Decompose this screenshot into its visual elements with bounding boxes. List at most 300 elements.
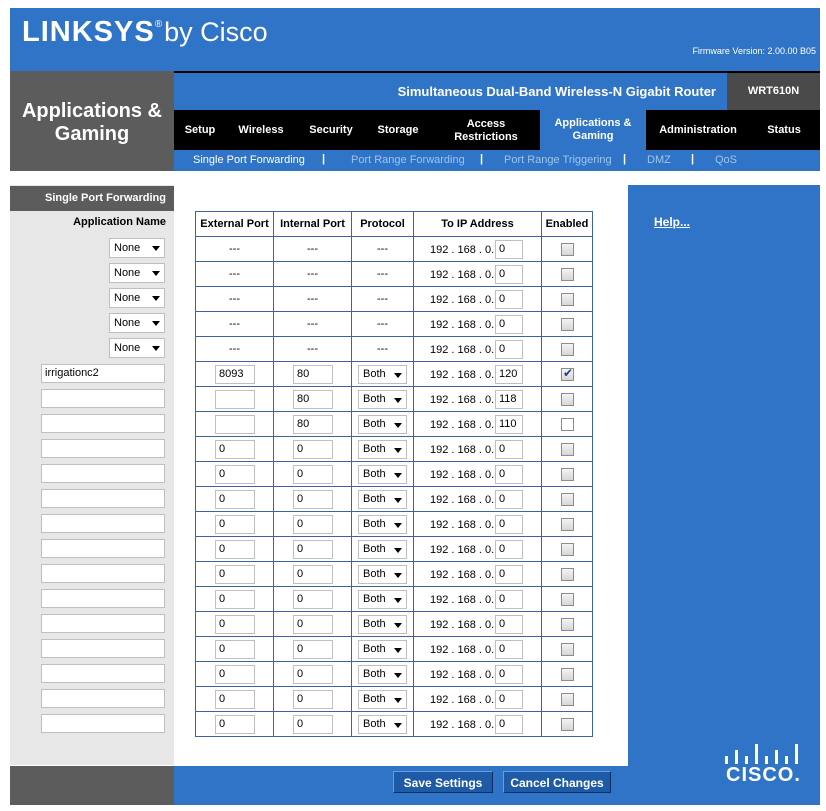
ip-last-octet-input[interactable]: 0 bbox=[495, 665, 523, 684]
ip-prefix: 192 . 168 . 0. bbox=[430, 269, 495, 281]
firmware-version: Firmware Version: 2.00.00 B05 bbox=[692, 46, 816, 56]
protocol-cell: --- bbox=[352, 312, 414, 337]
enabled-cell bbox=[542, 687, 593, 712]
protocol-cell bbox=[352, 437, 414, 462]
enabled-checkbox[interactable] bbox=[561, 718, 574, 731]
table-row bbox=[196, 387, 593, 412]
protocol-select[interactable] bbox=[358, 690, 407, 709]
ip-last-octet-input[interactable]: 0 bbox=[495, 690, 523, 709]
ip-address-cell bbox=[414, 412, 542, 437]
internal-port-cell bbox=[274, 712, 352, 737]
protocol-cell bbox=[352, 512, 414, 537]
table-row bbox=[196, 287, 593, 312]
enabled-cell bbox=[542, 362, 593, 387]
ip-prefix: 192 . 168 . 0. bbox=[430, 694, 495, 706]
ip-last-octet-input[interactable]: 0 bbox=[495, 515, 523, 534]
table-row bbox=[196, 587, 593, 612]
enabled-cell bbox=[542, 537, 593, 562]
select-value: Both bbox=[363, 493, 386, 505]
application-name-input[interactable] bbox=[41, 439, 165, 458]
table-row bbox=[196, 362, 593, 387]
chevron-down-icon bbox=[394, 673, 402, 678]
select-value: Both bbox=[363, 543, 386, 555]
internal-port-input[interactable]: 0 bbox=[293, 715, 333, 734]
protocol-cell bbox=[352, 562, 414, 587]
protocol-cell bbox=[352, 687, 414, 712]
protocol-cell: --- bbox=[352, 237, 414, 262]
select-value: Both bbox=[363, 618, 386, 630]
protocol-cell bbox=[352, 587, 414, 612]
internal-port-cell bbox=[274, 637, 352, 662]
external-port-cell: --- bbox=[196, 287, 274, 312]
external-port-cell bbox=[196, 612, 274, 637]
ip-address-cell bbox=[414, 437, 542, 462]
external-port-cell bbox=[196, 462, 274, 487]
ip-address-cell bbox=[414, 562, 542, 587]
internal-port-input[interactable]: 80 bbox=[293, 390, 333, 409]
external-port-cell: --- bbox=[196, 262, 274, 287]
ip-last-octet-input[interactable]: 0 bbox=[495, 715, 523, 734]
protocol-cell bbox=[352, 387, 414, 412]
table-row bbox=[196, 487, 593, 512]
protocol-cell: --- bbox=[352, 262, 414, 287]
cisco-wordmark: CISCO. bbox=[726, 764, 801, 786]
select-value: Both bbox=[363, 593, 386, 605]
enabled-checkbox[interactable] bbox=[561, 243, 574, 256]
internal-port-input[interactable]: 0 bbox=[293, 690, 333, 709]
protocol-select[interactable] bbox=[358, 515, 407, 534]
application-name-header: Application Name bbox=[73, 216, 166, 228]
application-name-input[interactable] bbox=[41, 539, 165, 558]
chevron-down-icon bbox=[152, 346, 160, 351]
external-port-cell bbox=[196, 412, 274, 437]
internal-port-input[interactable]: 80 bbox=[293, 365, 333, 384]
internal-port-input[interactable]: 0 bbox=[293, 565, 333, 584]
chevron-down-icon bbox=[394, 523, 402, 528]
product-name: Simultaneous Dual-Band Wireless-N Gigabit Router bbox=[397, 84, 716, 99]
ip-prefix: 192 . 168 . 0. bbox=[430, 719, 495, 731]
external-port-input[interactable]: 0 bbox=[215, 565, 255, 584]
product-bar bbox=[174, 71, 820, 110]
external-port-input[interactable]: 0 bbox=[215, 540, 255, 559]
chevron-down-icon bbox=[394, 648, 402, 653]
external-port-input[interactable]: 0 bbox=[215, 665, 255, 684]
select-value: None bbox=[114, 342, 141, 354]
external-port-cell: --- bbox=[196, 237, 274, 262]
ip-last-octet-input[interactable]: 0 bbox=[495, 265, 523, 284]
ip-last-octet-input[interactable]: 0 bbox=[495, 490, 523, 509]
select-value: Both bbox=[363, 393, 386, 405]
table-row bbox=[196, 687, 593, 712]
ip-prefix: 192 . 168 . 0. bbox=[430, 544, 495, 556]
ip-address-cell bbox=[414, 287, 542, 312]
tab-status[interactable]: Status bbox=[767, 123, 801, 136]
enabled-checkbox[interactable] bbox=[561, 468, 574, 481]
protocol-select[interactable] bbox=[358, 440, 407, 459]
ip-prefix: 192 . 168 . 0. bbox=[430, 394, 495, 406]
application-select[interactable] bbox=[109, 238, 165, 258]
protocol-cell bbox=[352, 412, 414, 437]
ip-last-octet-input[interactable]: 0 bbox=[495, 640, 523, 659]
ip-address-cell bbox=[414, 362, 542, 387]
internal-port-input[interactable]: 0 bbox=[293, 640, 333, 659]
internal-port-cell bbox=[274, 537, 352, 562]
tab-setup[interactable]: Setup bbox=[184, 123, 216, 136]
page-title: Applications & Gaming bbox=[21, 100, 162, 145]
ip-address-cell bbox=[414, 262, 542, 287]
protocol-select[interactable] bbox=[358, 640, 407, 659]
internal-port-input[interactable]: 0 bbox=[293, 490, 333, 509]
subtab-dmz[interactable]: DMZ bbox=[647, 154, 671, 166]
header-to-ip-address: To IP Address bbox=[414, 212, 542, 237]
application-name-input[interactable] bbox=[41, 414, 165, 433]
protocol-select[interactable] bbox=[358, 715, 407, 734]
main-nav bbox=[174, 110, 820, 150]
external-port-input[interactable] bbox=[215, 415, 255, 434]
ip-last-octet-input[interactable]: 118 bbox=[495, 390, 523, 409]
table-row bbox=[196, 262, 593, 287]
footer-left bbox=[10, 766, 174, 805]
subtab-single-port-forwarding[interactable]: Single Port Forwarding bbox=[193, 154, 305, 166]
external-port-input[interactable]: 0 bbox=[215, 640, 255, 659]
select-value: Both bbox=[363, 568, 386, 580]
external-port-input[interactable]: 0 bbox=[215, 715, 255, 734]
ip-address-cell bbox=[414, 237, 542, 262]
table-row bbox=[196, 412, 593, 437]
internal-port-cell bbox=[274, 387, 352, 412]
enabled-checkbox[interactable] bbox=[561, 418, 574, 431]
external-port-cell bbox=[196, 637, 274, 662]
select-value: None bbox=[114, 267, 141, 279]
application-name-input[interactable] bbox=[41, 639, 165, 658]
ip-last-octet-input[interactable]: 0 bbox=[495, 340, 523, 359]
tab-access-restrictions[interactable]: Access Restrictions bbox=[454, 118, 518, 143]
ip-address-cell bbox=[414, 687, 542, 712]
enabled-checkbox[interactable] bbox=[561, 293, 574, 306]
model-number: WRT610N bbox=[727, 73, 820, 110]
select-value: Both bbox=[363, 643, 386, 655]
application-select[interactable] bbox=[109, 288, 165, 308]
application-name-input[interactable] bbox=[41, 489, 165, 508]
internal-port-input[interactable]: 0 bbox=[293, 590, 333, 609]
save-settings-button[interactable]: Save Settings bbox=[393, 771, 493, 793]
protocol-cell bbox=[352, 712, 414, 737]
external-port-cell bbox=[196, 687, 274, 712]
external-port-input[interactable]: 0 bbox=[215, 690, 255, 709]
internal-port-cell bbox=[274, 687, 352, 712]
internal-port-input[interactable]: 80 bbox=[293, 415, 333, 434]
ip-address-cell bbox=[414, 587, 542, 612]
internal-port-cell bbox=[274, 662, 352, 687]
external-port-input[interactable] bbox=[215, 390, 255, 409]
enabled-checkbox[interactable] bbox=[561, 318, 574, 331]
select-value: Both bbox=[363, 468, 386, 480]
application-name-input[interactable] bbox=[41, 514, 165, 533]
table-row bbox=[196, 537, 593, 562]
ip-last-octet-input[interactable]: 0 bbox=[495, 240, 523, 259]
ip-prefix: 192 . 168 . 0. bbox=[430, 469, 495, 481]
enabled-checkbox[interactable] bbox=[561, 643, 574, 656]
enabled-cell bbox=[542, 412, 593, 437]
ip-last-octet-input[interactable]: 0 bbox=[495, 440, 523, 459]
enabled-checkbox[interactable] bbox=[561, 668, 574, 681]
application-name-input[interactable] bbox=[41, 589, 165, 608]
select-value: Both bbox=[363, 518, 386, 530]
ip-prefix: 192 . 168 . 0. bbox=[430, 569, 495, 581]
internal-port-cell bbox=[274, 612, 352, 637]
ip-prefix: 192 . 168 . 0. bbox=[430, 444, 495, 456]
external-port-input[interactable]: 0 bbox=[215, 590, 255, 609]
enabled-cell bbox=[542, 487, 593, 512]
brand-suffix: by Cisco bbox=[164, 17, 268, 47]
application-name-input[interactable] bbox=[41, 464, 165, 483]
internal-port-cell bbox=[274, 587, 352, 612]
select-value: Both bbox=[363, 693, 386, 705]
port-forwarding-table bbox=[195, 211, 593, 737]
chevron-down-icon bbox=[394, 573, 402, 578]
subtab-port-range-forwarding[interactable]: Port Range Forwarding bbox=[351, 154, 465, 166]
enabled-checkbox[interactable] bbox=[561, 268, 574, 281]
external-port-cell: --- bbox=[196, 312, 274, 337]
enabled-checkbox[interactable] bbox=[561, 618, 574, 631]
application-name-input[interactable] bbox=[41, 614, 165, 633]
internal-port-input[interactable]: 0 bbox=[293, 615, 333, 634]
enabled-checkbox[interactable] bbox=[561, 693, 574, 706]
chevron-down-icon bbox=[394, 598, 402, 603]
internal-port-cell bbox=[274, 412, 352, 437]
internal-port-cell: --- bbox=[274, 262, 352, 287]
internal-port-cell: --- bbox=[274, 337, 352, 362]
table-row bbox=[196, 337, 593, 362]
enabled-cell bbox=[542, 287, 593, 312]
internal-port-input[interactable]: 0 bbox=[293, 465, 333, 484]
section-label: Single Port Forwarding bbox=[10, 186, 174, 211]
internal-port-input[interactable]: 0 bbox=[293, 515, 333, 534]
application-name-input[interactable] bbox=[41, 389, 165, 408]
tab-security[interactable]: Security bbox=[309, 123, 353, 136]
ip-prefix: 192 . 168 . 0. bbox=[430, 519, 495, 531]
enabled-cell bbox=[542, 387, 593, 412]
checkmark-icon: ✔ bbox=[563, 366, 574, 380]
ip-address-cell bbox=[414, 512, 542, 537]
ip-address-cell bbox=[414, 387, 542, 412]
enabled-cell bbox=[542, 262, 593, 287]
tab-storage[interactable]: Storage bbox=[377, 123, 419, 136]
ip-last-octet-input[interactable]: 0 bbox=[495, 290, 523, 309]
internal-port-input[interactable]: 0 bbox=[293, 440, 333, 459]
external-port-cell bbox=[196, 512, 274, 537]
subtab-port-range-triggering[interactable]: Port Range Triggering bbox=[504, 154, 612, 166]
tab-wireless[interactable]: Wireless bbox=[238, 123, 284, 136]
chevron-down-icon bbox=[394, 498, 402, 503]
internal-port-cell bbox=[274, 487, 352, 512]
select-value: Both bbox=[363, 368, 386, 380]
chevron-down-icon bbox=[394, 623, 402, 628]
table-row bbox=[196, 462, 593, 487]
select-value: None bbox=[114, 317, 141, 329]
chevron-down-icon bbox=[152, 246, 160, 251]
protocol-cell bbox=[352, 537, 414, 562]
protocol-cell bbox=[352, 362, 414, 387]
help-link[interactable]: Help... bbox=[654, 215, 691, 229]
ip-last-octet-input[interactable]: 0 bbox=[495, 465, 523, 484]
protocol-select[interactable] bbox=[358, 390, 407, 409]
external-port-cell bbox=[196, 562, 274, 587]
enabled-checkbox[interactable] bbox=[561, 593, 574, 606]
chevron-down-icon bbox=[394, 698, 402, 703]
subnav-separator: | bbox=[322, 153, 326, 165]
chevron-down-icon bbox=[394, 473, 402, 478]
internal-port-cell bbox=[274, 362, 352, 387]
ip-address-cell bbox=[414, 462, 542, 487]
application-name-input[interactable] bbox=[41, 564, 165, 583]
chevron-down-icon bbox=[394, 373, 402, 378]
subtab-qos[interactable]: QoS bbox=[715, 154, 738, 166]
application-name-input[interactable]: irrigationc2 bbox=[41, 364, 165, 383]
enabled-cell bbox=[542, 612, 593, 637]
enabled-checkbox[interactable] bbox=[561, 543, 574, 556]
tab-applications-gaming[interactable]: Applications & Gaming bbox=[540, 110, 646, 150]
ip-prefix: 192 . 168 . 0. bbox=[430, 594, 495, 606]
internal-port-input[interactable]: 0 bbox=[293, 540, 333, 559]
ip-address-cell bbox=[414, 662, 542, 687]
enabled-checkbox[interactable] bbox=[561, 368, 574, 381]
header-enabled: Enabled bbox=[542, 212, 593, 237]
table-row bbox=[196, 237, 593, 262]
internal-port-cell bbox=[274, 462, 352, 487]
enabled-cell bbox=[542, 637, 593, 662]
external-port-cell bbox=[196, 537, 274, 562]
ip-last-octet-input[interactable]: 0 bbox=[495, 590, 523, 609]
chevron-down-icon bbox=[394, 423, 402, 428]
protocol-select[interactable] bbox=[358, 365, 407, 384]
external-port-input[interactable]: 0 bbox=[215, 440, 255, 459]
enabled-cell bbox=[542, 712, 593, 737]
table-row bbox=[196, 512, 593, 537]
external-port-cell bbox=[196, 362, 274, 387]
internal-port-cell bbox=[274, 437, 352, 462]
protocol-select[interactable] bbox=[358, 565, 407, 584]
enabled-checkbox[interactable] bbox=[561, 393, 574, 406]
ip-last-octet-input[interactable]: 0 bbox=[495, 540, 523, 559]
protocol-cell bbox=[352, 487, 414, 512]
ip-address-cell bbox=[414, 612, 542, 637]
ip-last-octet-input[interactable]: 0 bbox=[495, 565, 523, 584]
enabled-cell bbox=[542, 462, 593, 487]
enabled-checkbox[interactable] bbox=[561, 568, 574, 581]
internal-port-cell bbox=[274, 562, 352, 587]
protocol-cell bbox=[352, 637, 414, 662]
enabled-cell bbox=[542, 512, 593, 537]
select-value: None bbox=[114, 242, 141, 254]
table-row bbox=[196, 637, 593, 662]
external-port-cell bbox=[196, 387, 274, 412]
header-internal-port: Internal Port bbox=[274, 212, 352, 237]
internal-port-cell: --- bbox=[274, 287, 352, 312]
application-select[interactable] bbox=[109, 263, 165, 283]
external-port-input[interactable]: 0 bbox=[215, 490, 255, 509]
subnav-separator: | bbox=[691, 153, 695, 165]
enabled-checkbox[interactable] bbox=[561, 518, 574, 531]
brand-registered-mark: ® bbox=[154, 19, 163, 30]
ip-last-octet-input[interactable]: 110 bbox=[495, 415, 523, 434]
external-port-cell: --- bbox=[196, 337, 274, 362]
enabled-cell bbox=[542, 562, 593, 587]
internal-port-input[interactable]: 0 bbox=[293, 665, 333, 684]
select-value: Both bbox=[363, 418, 386, 430]
table-row bbox=[196, 312, 593, 337]
ip-prefix: 192 . 168 . 0. bbox=[430, 419, 495, 431]
protocol-select[interactable] bbox=[358, 615, 407, 634]
sub-nav bbox=[174, 150, 820, 171]
header-protocol: Protocol bbox=[352, 212, 414, 237]
ip-last-octet-input[interactable]: 120 bbox=[495, 365, 523, 384]
external-port-input[interactable]: 8093 bbox=[215, 365, 255, 384]
external-port-input[interactable]: 0 bbox=[215, 615, 255, 634]
protocol-select[interactable] bbox=[358, 465, 407, 484]
protocol-cell bbox=[352, 662, 414, 687]
enabled-checkbox[interactable] bbox=[561, 343, 574, 356]
cancel-changes-button[interactable]: Cancel Changes bbox=[503, 771, 611, 793]
table-row bbox=[196, 662, 593, 687]
application-name-input[interactable] bbox=[41, 689, 165, 708]
external-port-input[interactable]: 0 bbox=[215, 515, 255, 534]
table-header-row bbox=[196, 212, 593, 237]
ip-last-octet-input[interactable]: 0 bbox=[495, 315, 523, 334]
enabled-checkbox[interactable] bbox=[561, 443, 574, 456]
ip-prefix: 192 . 168 . 0. bbox=[430, 619, 495, 631]
chevron-down-icon bbox=[394, 398, 402, 403]
enabled-cell bbox=[542, 587, 593, 612]
select-value: Both bbox=[363, 668, 386, 680]
protocol-select[interactable] bbox=[358, 490, 407, 509]
ip-prefix: 192 . 168 . 0. bbox=[430, 644, 495, 656]
ip-prefix: 192 . 168 . 0. bbox=[430, 369, 495, 381]
enabled-checkbox[interactable] bbox=[561, 493, 574, 506]
chevron-down-icon bbox=[394, 448, 402, 453]
ip-last-octet-input[interactable]: 0 bbox=[495, 615, 523, 634]
table-row bbox=[196, 562, 593, 587]
protocol-select[interactable] bbox=[358, 590, 407, 609]
internal-port-cell: --- bbox=[274, 312, 352, 337]
external-port-input[interactable]: 0 bbox=[215, 465, 255, 484]
select-value: Both bbox=[363, 718, 386, 730]
subnav-separator: | bbox=[480, 153, 484, 165]
application-select[interactable] bbox=[109, 313, 165, 333]
ip-address-cell bbox=[414, 487, 542, 512]
application-name-input[interactable] bbox=[41, 714, 165, 733]
protocol-cell: --- bbox=[352, 287, 414, 312]
ip-prefix: 192 . 168 . 0. bbox=[430, 494, 495, 506]
protocol-cell bbox=[352, 612, 414, 637]
table-row bbox=[196, 712, 593, 737]
chevron-down-icon bbox=[152, 296, 160, 301]
ip-address-cell bbox=[414, 337, 542, 362]
table-row bbox=[196, 437, 593, 462]
application-name-input[interactable] bbox=[41, 664, 165, 683]
protocol-select[interactable] bbox=[358, 415, 407, 434]
protocol-select[interactable] bbox=[358, 665, 407, 684]
select-value: Both bbox=[363, 443, 386, 455]
external-port-cell bbox=[196, 437, 274, 462]
application-select[interactable] bbox=[109, 338, 165, 358]
protocol-select[interactable] bbox=[358, 540, 407, 559]
tab-administration[interactable]: Administration bbox=[659, 123, 737, 136]
right-help-column bbox=[628, 185, 820, 805]
enabled-cell bbox=[542, 312, 593, 337]
internal-port-cell bbox=[274, 512, 352, 537]
enabled-cell bbox=[542, 337, 593, 362]
